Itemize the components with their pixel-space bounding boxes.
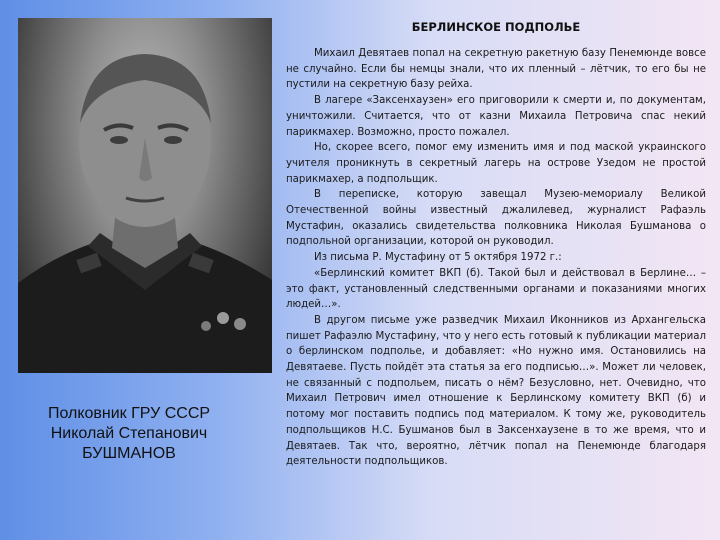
article-body bbox=[286, 46, 706, 470]
paragraph: В лагере «Заксенхаузен» его приговорили к смерти и, по документам, уничтожили. Считается, что от казни Михаила Петровича спас некий парикмахер. Возможно, просто пожалел. bbox=[286, 95, 706, 138]
caption-rank: Полковник ГРУ СССР bbox=[47, 405, 211, 422]
paragraph: Но, скорее всего, помог ему изменить имя и под маской украинского учителя проникнуть в секретный лагерь на острове Узедом не простой парикмахер, а подпольщик. bbox=[286, 142, 706, 185]
caption-name: Николай Степанович bbox=[50, 425, 208, 442]
caption-surname: БУШМАНОВ bbox=[82, 445, 176, 462]
page-title: БЕРЛИНСКОЕ ПОДПОЛЬЕ bbox=[411, 20, 581, 34]
paragraph: В другом письме уже разведчик Михаил Иконников из Архангельска пишет Рафаэлю Мустафину, что у него есть готовый к публикации материал о берлинском подполье, и добавляет: «Но нужно имя. Остановились на Девятаеве. Пусть пойдёт эта статья за его подписью…». Может ли человек, не связанный с подпольем, писать о нём? Безусловно, нет. Очевидно, что Михаил Петрович имел отношение к Берлинскому комитету ВКП (б) и потому мог поставить подпись под материалом. К тому же, руководитель подпольщиков Н.С. Бушманов был в Заксенхаузене в то же время, что и Девятаев. Так что, вероятно, лётчик попал на Пенемюнде благодаря деятельности подпольщиков. bbox=[286, 314, 706, 468]
paragraph: «Берлинский комитет ВКП (б). Такой был и действовал в Берлине… – это факт, установленный следственными органами и показаниями многих людей…». bbox=[286, 267, 706, 311]
portrait-photo-icon bbox=[18, 18, 272, 373]
portrait-photo bbox=[18, 18, 272, 373]
paragraph: Михаил Девятаев попал на секретную ракетную базу Пенемюнде вовсе не случайно. Если бы немцы знали, что их пленный – лётчик, то его бы не пустили на секретную базу рейха. bbox=[286, 48, 706, 91]
photo-caption bbox=[18, 404, 240, 464]
paragraph: В переписке, которую завещал Музею-мемориалу Великой Отечественной войны известный джалилевед, журналист Рафаэль Мустафин, оказались свидетельства полковника Николая Бушманова о подпольной организации, которой он руководил. bbox=[286, 189, 706, 248]
paragraph: Из письма Р. Мустафину от 5 октября 1972 г.: bbox=[314, 252, 562, 264]
